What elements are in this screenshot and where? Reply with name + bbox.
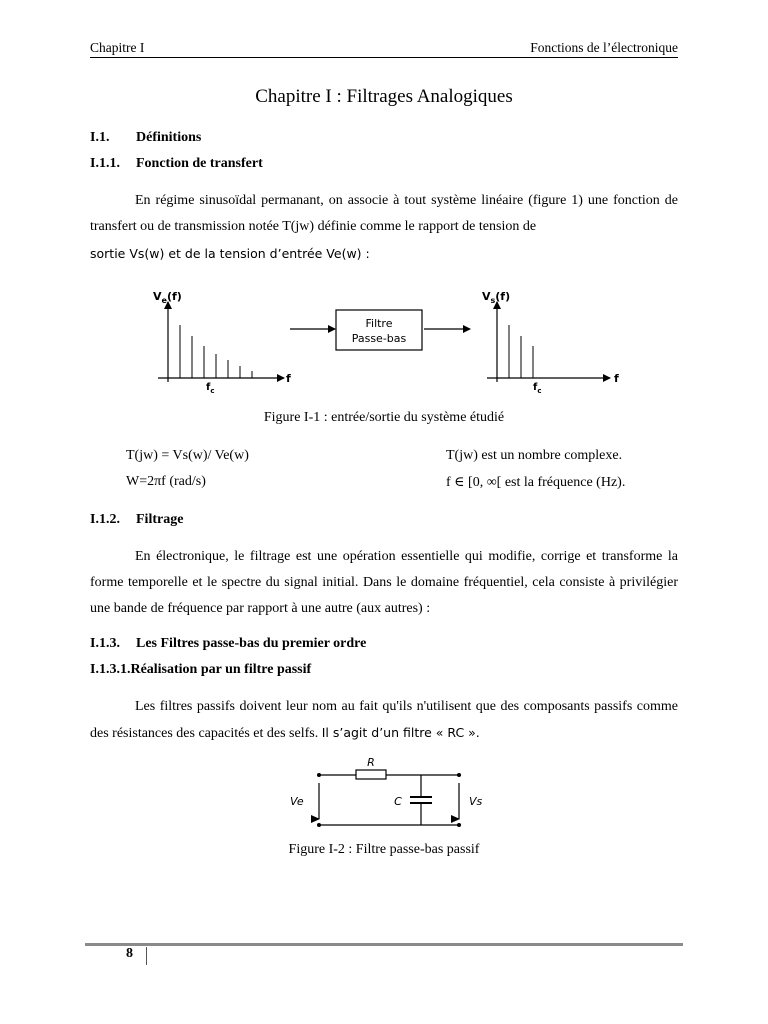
- heading-i12: [90, 512, 183, 528]
- heading-i12-number: I.1.2.: [90, 512, 120, 527]
- heading-i131-number: I.1.3.1.: [90, 662, 131, 677]
- ve-label: Ve: [290, 795, 304, 808]
- header-chapter: Chapitre I: [90, 40, 145, 55]
- heading-i131-title: Réalisation par un filtre passif: [130, 662, 312, 677]
- output-fc-label: $f_c$: [533, 382, 542, 395]
- heading-i13-title: Les Filtres passe-bas du premier ordre: [136, 636, 367, 651]
- header-subject: Fonctions de l’électronique: [530, 40, 678, 55]
- page-number: 8: [126, 946, 133, 961]
- heading-i1-number: I.1.: [90, 130, 110, 145]
- figure-rc-circuit: [280, 755, 500, 835]
- figure1-caption: Figure I-1 : entrée/sortie du système étudié: [263, 410, 505, 425]
- input-axis-label: $V_e(f)$: [153, 290, 182, 305]
- input-f-label: f: [286, 372, 291, 385]
- resistor: [356, 770, 386, 779]
- chapter-title: Chapitre I : Filtrages Analogiques: [255, 86, 513, 107]
- equation-pulsation: W=2πf (rad/s): [126, 474, 206, 489]
- heading-i13: [90, 636, 366, 652]
- input-spectrum: [153, 290, 291, 395]
- terminal-out-bottom: [457, 823, 461, 827]
- terminal-out-top: [457, 773, 461, 777]
- input-fc-label: $f_c$: [206, 382, 215, 395]
- heading-i13-number: I.1.3.: [90, 636, 120, 651]
- heading-i1: [90, 130, 201, 146]
- filter-label-line1: Filtre: [365, 317, 393, 330]
- paragraph-transfer-main: En régime sinusoïdal permanant, on associe à tout système linéaire (figure 1) une fonction de transfert ou de transmission notée T(jw) définie comme le rapport de tension de: [90, 193, 678, 234]
- equation-transfer-note: T(jw) est un nombre complexe.: [446, 448, 623, 463]
- paragraph-transfer-function: [90, 188, 678, 240]
- resistor-label: R: [367, 756, 375, 769]
- figure2-caption: Figure I-2 : Filtre passe-bas passif: [288, 842, 480, 857]
- heading-i11-number: I.1.1.: [90, 156, 120, 171]
- heading-i1-title: Définitions: [136, 130, 202, 145]
- paragraph-filtering: [90, 544, 678, 622]
- paragraph-passive-tail: Il s’agit d’un filtre « RC ».: [321, 725, 480, 740]
- vs-label: Vs: [469, 795, 483, 808]
- paragraph-filtering-text: En électronique, le filtrage est une opération essentielle qui modifie, corrige et transforme la forme temporelle et le spectre du signal initial. Dans le domaine fréquentiel, cela consiste à privilégier une bande de fréquence par rapport à une autre (aux autres) :: [90, 549, 678, 616]
- footer-separator: [146, 947, 147, 965]
- heading-i11: [90, 156, 263, 172]
- equation-frequency-note: f ∈ [0, ∞[ est la fréquence (Hz).: [446, 475, 626, 490]
- capacitor-label: C: [394, 795, 402, 808]
- output-f-label: f: [614, 372, 619, 385]
- heading-i12-title: Filtrage: [136, 512, 184, 527]
- filter-label-line2: Passe-bas: [351, 332, 407, 345]
- terminal-in-top: [317, 773, 321, 777]
- footer-rule: [85, 943, 683, 946]
- terminal-in-bottom: [317, 823, 321, 827]
- header-rule: [90, 57, 678, 58]
- paragraph-transfer-tail: sortie Vs(w) et de la tension d’entrée Ve(w) :: [90, 246, 370, 261]
- equation-transfer: T(jw) = Vs(w)/ Ve(w): [126, 448, 249, 463]
- paragraph-passive-main: Les filtres passifs doivent leur nom au fait qu'ils n'utilisent que des composants passifs comme des résistances des capacités et des selfs.: [90, 699, 678, 741]
- paragraph-passive-filter: [90, 694, 678, 747]
- output-spectrum: [482, 290, 619, 395]
- heading-i11-title: Fonction de transfert: [136, 156, 263, 171]
- heading-i131: [90, 662, 311, 678]
- output-axis-label: $V_s(f)$: [482, 290, 511, 305]
- figure-filter-io: [140, 280, 640, 400]
